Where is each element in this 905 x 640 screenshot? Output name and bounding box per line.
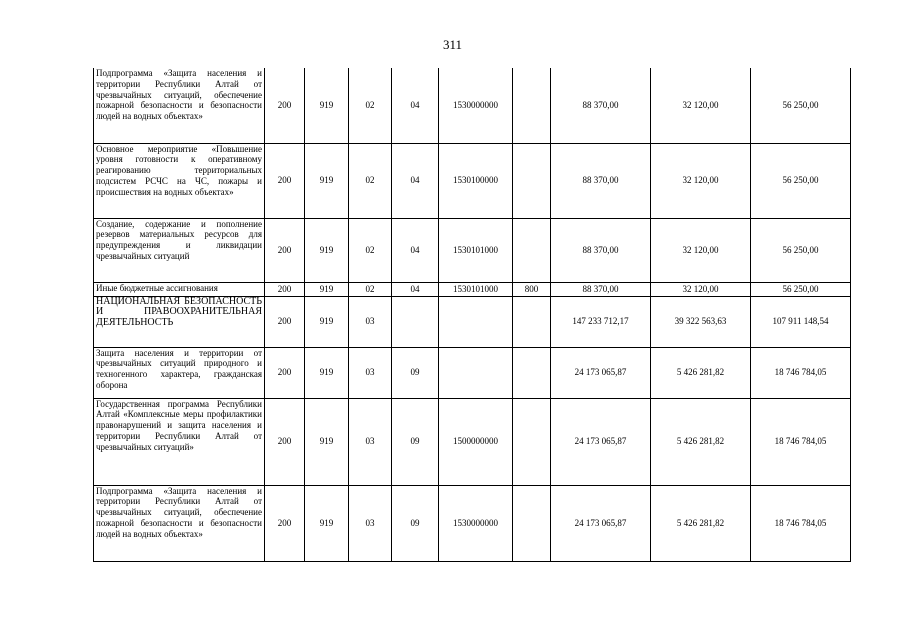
cell-rz: 200 — [265, 347, 305, 398]
cell-section: 03 — [349, 347, 392, 398]
cell-subsection: 04 — [392, 218, 439, 282]
budget-table — [93, 68, 851, 562]
cell-total: 24 173 065,87 — [551, 398, 651, 485]
cell-section: 02 — [349, 218, 392, 282]
row-name: Иные бюджетные ассигнования — [94, 282, 265, 296]
cell-subsection — [392, 296, 439, 347]
cell-sum2: 56 250,00 — [751, 218, 851, 282]
cell-vr — [513, 143, 551, 218]
cell-target: 1500000000 — [439, 398, 513, 485]
row-name: Создание, содержание и пополнение резервов материальных ресурсов для предупреждения и ликвидации чрезвычайных ситуаций — [94, 218, 265, 282]
cell-grbs: 919 — [305, 485, 349, 561]
cell-total: 88 370,00 — [551, 143, 651, 218]
cell-rz: 200 — [265, 398, 305, 485]
cell-sum1: 32 120,00 — [651, 218, 751, 282]
table-row — [94, 68, 851, 143]
cell-sum1: 32 120,00 — [651, 68, 751, 143]
cell-sum2: 18 746 784,05 — [751, 398, 851, 485]
cell-section: 02 — [349, 68, 392, 143]
table-row — [94, 398, 851, 485]
cell-grbs: 919 — [305, 143, 349, 218]
cell-sum1: 32 120,00 — [651, 282, 751, 296]
cell-total: 24 173 065,87 — [551, 347, 651, 398]
row-name: Подпрограмма «Защита населения и территории Республики Алтай от чрезвычайных ситуаций, обеспечение пожарной безопасности и безопасности людей на водных объектах» — [94, 485, 265, 561]
cell-rz: 200 — [265, 485, 305, 561]
cell-target: 1530000000 — [439, 68, 513, 143]
cell-grbs: 919 — [305, 347, 349, 398]
cell-sum1: 39 322 563,63 — [651, 296, 751, 347]
cell-section: 02 — [349, 143, 392, 218]
cell-subsection: 09 — [392, 485, 439, 561]
row-name: НАЦИОНАЛЬНАЯ БЕЗОПАСНОСТЬ И ПРАВООХРАНИТЕЛЬНАЯ ДЕЯТЕЛЬНОСТЬ — [94, 296, 265, 347]
cell-target: 1530101000 — [439, 282, 513, 296]
cell-vr — [513, 296, 551, 347]
cell-section: 03 — [349, 398, 392, 485]
cell-rz: 200 — [265, 68, 305, 143]
cell-target — [439, 347, 513, 398]
table-row — [94, 143, 851, 218]
cell-total: 88 370,00 — [551, 282, 651, 296]
cell-vr — [513, 485, 551, 561]
cell-vr — [513, 398, 551, 485]
cell-grbs: 919 — [305, 296, 349, 347]
cell-sum2: 56 250,00 — [751, 282, 851, 296]
row-name: Основное мероприятие «Повышение уровня готовности к оперативному реагированию территориальных подсистем РСЧС на ЧС, пожары и происшествия на водных объектах» — [94, 143, 265, 218]
cell-rz: 200 — [265, 296, 305, 347]
cell-subsection: 04 — [392, 143, 439, 218]
cell-sum1: 5 426 281,82 — [651, 398, 751, 485]
cell-total: 24 173 065,87 — [551, 485, 651, 561]
cell-vr: 800 — [513, 282, 551, 296]
cell-sum2: 56 250,00 — [751, 68, 851, 143]
cell-sum2: 18 746 784,05 — [751, 347, 851, 398]
cell-vr — [513, 68, 551, 143]
cell-grbs: 919 — [305, 282, 349, 296]
cell-rz: 200 — [265, 218, 305, 282]
table-row — [94, 282, 851, 296]
table-row — [94, 347, 851, 398]
page-number: 311 — [442, 37, 463, 52]
table-row — [94, 296, 851, 347]
cell-sum2: 107 911 148,54 — [751, 296, 851, 347]
cell-sum2: 56 250,00 — [751, 143, 851, 218]
cell-sum2: 18 746 784,05 — [751, 485, 851, 561]
table-row — [94, 218, 851, 282]
cell-subsection: 09 — [392, 347, 439, 398]
cell-subsection: 09 — [392, 398, 439, 485]
cell-target: 1530101000 — [439, 218, 513, 282]
cell-sum1: 5 426 281,82 — [651, 347, 751, 398]
cell-section: 02 — [349, 282, 392, 296]
cell-section: 03 — [349, 485, 392, 561]
cell-total: 147 233 712,17 — [551, 296, 651, 347]
cell-grbs: 919 — [305, 218, 349, 282]
cell-subsection: 04 — [392, 68, 439, 143]
cell-sum1: 5 426 281,82 — [651, 485, 751, 561]
cell-target — [439, 296, 513, 347]
cell-total: 88 370,00 — [551, 218, 651, 282]
table-row — [94, 485, 851, 561]
cell-grbs: 919 — [305, 68, 349, 143]
cell-target: 1530000000 — [439, 485, 513, 561]
cell-grbs: 919 — [305, 398, 349, 485]
cell-rz: 200 — [265, 143, 305, 218]
cell-vr — [513, 347, 551, 398]
row-name: Подпрограмма «Защита населения и территории Республики Алтай от чрезвычайных ситуаций, обеспечение пожарной безопасности и безопасности людей на водных объектах» — [94, 68, 265, 143]
cell-total: 88 370,00 — [551, 68, 651, 143]
cell-subsection: 04 — [392, 282, 439, 296]
cell-section: 03 — [349, 296, 392, 347]
row-name: Защита населения и территории от чрезвычайных ситуаций природного и техногенного характера, гражданская оборона — [94, 347, 265, 398]
cell-target: 1530100000 — [439, 143, 513, 218]
cell-sum1: 32 120,00 — [651, 143, 751, 218]
row-name: Государственная программа Республики Алтай «Комплексные меры профилактики правонарушений и защита населения и территории Республики Алтай от чрезвычайных ситуаций» — [94, 398, 265, 485]
cell-vr — [513, 218, 551, 282]
cell-rz: 200 — [265, 282, 305, 296]
